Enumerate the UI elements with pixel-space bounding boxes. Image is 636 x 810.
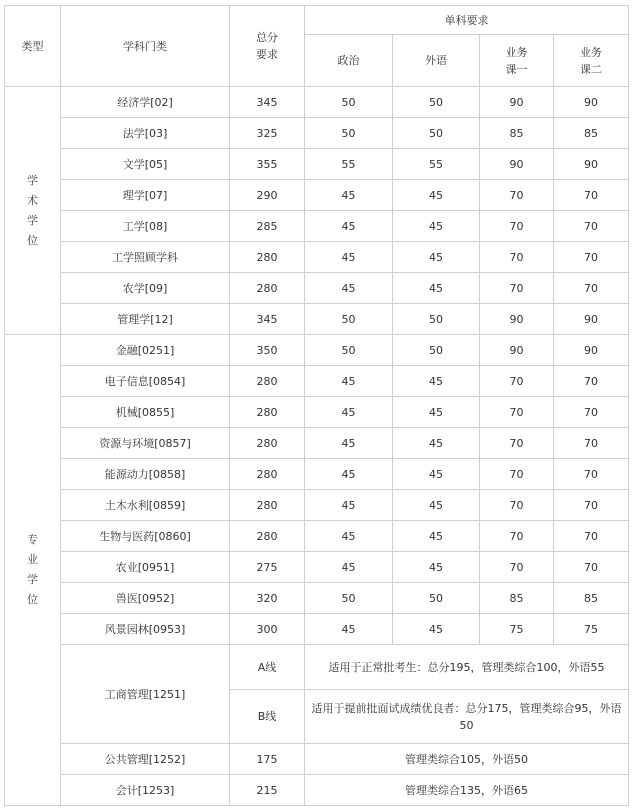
course-one-score-cell: 70 (480, 459, 554, 490)
discipline-cell: 能源动力[0858] (61, 459, 230, 490)
course-one-score-cell: 90 (480, 87, 554, 118)
course-two-score-cell: 90 (554, 149, 629, 180)
course-one-score-cell: 70 (480, 242, 554, 273)
discipline-cell: 工学[08] (61, 211, 230, 242)
course-two-score-cell: 70 (554, 180, 629, 211)
foreign-language-score-cell: 50 (393, 87, 480, 118)
discipline-cell: 风景园林[0953] (61, 614, 230, 645)
table-row (5, 645, 629, 690)
header-course-two-line1: 业务 (580, 45, 602, 59)
professional-type-cell-char: 位 (27, 593, 38, 606)
table-row (5, 397, 629, 428)
header-course-two-line2: 课二 (580, 62, 602, 76)
politics-score-cell: 45 (305, 521, 393, 552)
total-score-cell: 280 (230, 521, 305, 552)
course-two-score-cell: 90 (554, 335, 629, 366)
politics-score-cell: 50 (305, 118, 393, 149)
academic-type-cell-char: 学 (27, 173, 38, 187)
course-two-score-cell: 85 (554, 118, 629, 149)
academic-type-cell-char: 术 (27, 193, 38, 207)
politics-score-cell: 50 (305, 304, 393, 335)
course-one-score-cell: 85 (480, 118, 554, 149)
discipline-cell: 理学[07] (61, 180, 230, 211)
header-course-one-line1: 业务 (505, 45, 528, 59)
total-score-cell: 175 (230, 744, 305, 775)
header-course-two (554, 35, 629, 87)
total-score-cell: 355 (230, 149, 305, 180)
foreign-language-score-cell: 45 (393, 273, 480, 304)
foreign-language-score-cell: 50 (393, 304, 480, 335)
discipline-cell: 机械[0855] (61, 397, 230, 428)
table-row (5, 242, 629, 273)
course-two-score-cell: 90 (554, 87, 629, 118)
politics-score-cell: 55 (305, 149, 393, 180)
discipline-cell: 法学[03] (61, 118, 230, 149)
academic-type-cell (5, 87, 61, 335)
course-one-score-cell: 70 (480, 397, 554, 428)
politics-score-cell: 50 (305, 583, 393, 614)
professional-type-cell-char: 专 (27, 533, 38, 546)
discipline-cell: 农业[0951] (61, 552, 230, 583)
politics-score-cell: 45 (305, 273, 393, 304)
total-score-cell: 280 (230, 273, 305, 304)
table-row (5, 490, 629, 521)
course-one-score-cell: 70 (480, 273, 554, 304)
total-score-cell: 280 (230, 490, 305, 521)
discipline-cell: 电子信息[0854] (61, 366, 230, 397)
discipline-cell: 工学照顾学科 (61, 242, 230, 273)
discipline-cell: 工商管理[1251] (61, 645, 230, 744)
discipline-cell: 农学[09] (61, 273, 230, 304)
total-score-cell: 300 (230, 614, 305, 645)
table-row (5, 459, 629, 490)
discipline-cell: 资源与环境[0857] (61, 428, 230, 459)
total-score-cell: 320 (230, 583, 305, 614)
total-score-cell: 350 (230, 335, 305, 366)
politics-score-cell: 45 (305, 614, 393, 645)
discipline-cell: 会计[1253] (61, 775, 230, 806)
foreign-language-score-cell: 50 (393, 118, 480, 149)
foreign-language-score-cell: 50 (393, 335, 480, 366)
total-score-cell: 215 (230, 775, 305, 806)
foreign-language-score-cell: 45 (393, 242, 480, 273)
politics-score-cell: 45 (305, 552, 393, 583)
total-score-cell: 325 (230, 118, 305, 149)
foreign-language-score-cell: 50 (393, 583, 480, 614)
foreign-language-score-cell: 45 (393, 211, 480, 242)
header-total (230, 6, 305, 87)
course-two-score-cell: 70 (554, 490, 629, 521)
politics-score-cell: 45 (305, 459, 393, 490)
table-row (5, 149, 629, 180)
total-score-cell: 290 (230, 180, 305, 211)
academic-type-cell-char: 位 (27, 233, 38, 247)
total-score-cell: 280 (230, 459, 305, 490)
table-row (5, 180, 629, 211)
discipline-cell: 土木水利[0859] (61, 490, 230, 521)
course-two-score-cell: 90 (554, 304, 629, 335)
foreign-language-score-cell: 45 (393, 552, 480, 583)
politics-score-cell: 45 (305, 211, 393, 242)
politics-score-cell: 45 (305, 428, 393, 459)
politics-score-cell: 45 (305, 242, 393, 273)
requirement-note-cell: 管理类综合135，外语65 (305, 775, 629, 806)
politics-score-cell: 50 (305, 87, 393, 118)
header-total-line2: 要求 (256, 48, 278, 61)
b-line-note: 适用于提前批面试成绩优良者：总分175，管理类综合95，外语50 (305, 690, 629, 744)
foreign-language-score-cell: 45 (393, 490, 480, 521)
total-score-cell: 285 (230, 211, 305, 242)
professional-type-cell-char: 学 (27, 573, 38, 586)
foreign-language-score-cell: 45 (393, 614, 480, 645)
total-score-cell: 345 (230, 304, 305, 335)
header-single-subject: 单科要求 (305, 6, 629, 35)
foreign-language-score-cell: 45 (393, 397, 480, 428)
table-row (5, 335, 629, 366)
course-two-score-cell: 70 (554, 397, 629, 428)
table-row (5, 521, 629, 552)
table-row (5, 118, 629, 149)
table-row (5, 775, 629, 806)
table-row (5, 552, 629, 583)
foreign-language-score-cell: 45 (393, 366, 480, 397)
course-one-score-cell: 90 (480, 149, 554, 180)
course-one-score-cell: 70 (480, 366, 554, 397)
politics-score-cell: 45 (305, 397, 393, 428)
b-line-label: B线 (230, 690, 305, 744)
academic-type-cell-char: 学 (27, 213, 38, 227)
politics-score-cell: 45 (305, 490, 393, 521)
course-two-score-cell: 70 (554, 459, 629, 490)
header-foreign-language: 外语 (393, 35, 480, 87)
course-one-score-cell: 70 (480, 180, 554, 211)
requirement-note-cell: 管理类综合105，外语50 (305, 744, 629, 775)
table-row (5, 366, 629, 397)
table-row (5, 744, 629, 775)
course-two-score-cell: 70 (554, 428, 629, 459)
course-one-score-cell: 70 (480, 490, 554, 521)
table-row (5, 87, 629, 118)
course-one-score-cell: 90 (480, 304, 554, 335)
header-course-one (480, 35, 554, 87)
header-course-one-line2: 课一 (505, 62, 528, 76)
foreign-language-score-cell: 45 (393, 521, 480, 552)
table-row (5, 273, 629, 304)
course-two-score-cell: 70 (554, 521, 629, 552)
course-one-score-cell: 70 (480, 521, 554, 552)
total-score-cell: 280 (230, 428, 305, 459)
a-line-label: A线 (230, 645, 305, 690)
table-row (5, 304, 629, 335)
professional-type-cell (5, 335, 61, 806)
table-row (5, 428, 629, 459)
foreign-language-score-cell: 45 (393, 180, 480, 211)
course-two-score-cell: 70 (554, 211, 629, 242)
course-two-score-cell: 70 (554, 366, 629, 397)
header-discipline: 学科门类 (61, 6, 230, 87)
foreign-language-score-cell: 45 (393, 459, 480, 490)
course-two-score-cell: 70 (554, 552, 629, 583)
discipline-cell: 公共管理[1252] (61, 744, 230, 775)
politics-score-cell: 45 (305, 180, 393, 211)
total-score-cell: 275 (230, 552, 305, 583)
course-one-score-cell: 70 (480, 211, 554, 242)
header-total-line1: 总分 (256, 31, 278, 44)
score-requirements-table (4, 5, 629, 806)
table-row (5, 211, 629, 242)
politics-score-cell: 45 (305, 366, 393, 397)
table-row (5, 614, 629, 645)
course-two-score-cell: 75 (554, 614, 629, 645)
total-score-cell: 280 (230, 242, 305, 273)
discipline-cell: 经济学[02] (61, 87, 230, 118)
discipline-cell: 兽医[0952] (61, 583, 230, 614)
header-politics: 政治 (305, 35, 393, 87)
course-two-score-cell: 85 (554, 583, 629, 614)
total-score-cell: 280 (230, 366, 305, 397)
total-score-cell: 345 (230, 87, 305, 118)
foreign-language-score-cell: 55 (393, 149, 480, 180)
discipline-cell: 文学[05] (61, 149, 230, 180)
politics-score-cell: 50 (305, 335, 393, 366)
professional-type-cell-char: 业 (27, 553, 38, 566)
foreign-language-score-cell: 45 (393, 428, 480, 459)
course-one-score-cell: 70 (480, 552, 554, 583)
discipline-cell: 生物与医药[0860] (61, 521, 230, 552)
header-type: 类型 (5, 6, 61, 87)
total-score-cell: 280 (230, 397, 305, 428)
table-row (5, 583, 629, 614)
course-one-score-cell: 75 (480, 614, 554, 645)
a-line-note: 适用于正常批考生：总分195，管理类综合100，外语55 (305, 645, 629, 690)
discipline-cell: 金融[0251] (61, 335, 230, 366)
course-two-score-cell: 70 (554, 273, 629, 304)
course-one-score-cell: 85 (480, 583, 554, 614)
discipline-cell: 管理学[12] (61, 304, 230, 335)
course-two-score-cell: 70 (554, 242, 629, 273)
course-one-score-cell: 90 (480, 335, 554, 366)
course-one-score-cell: 70 (480, 428, 554, 459)
